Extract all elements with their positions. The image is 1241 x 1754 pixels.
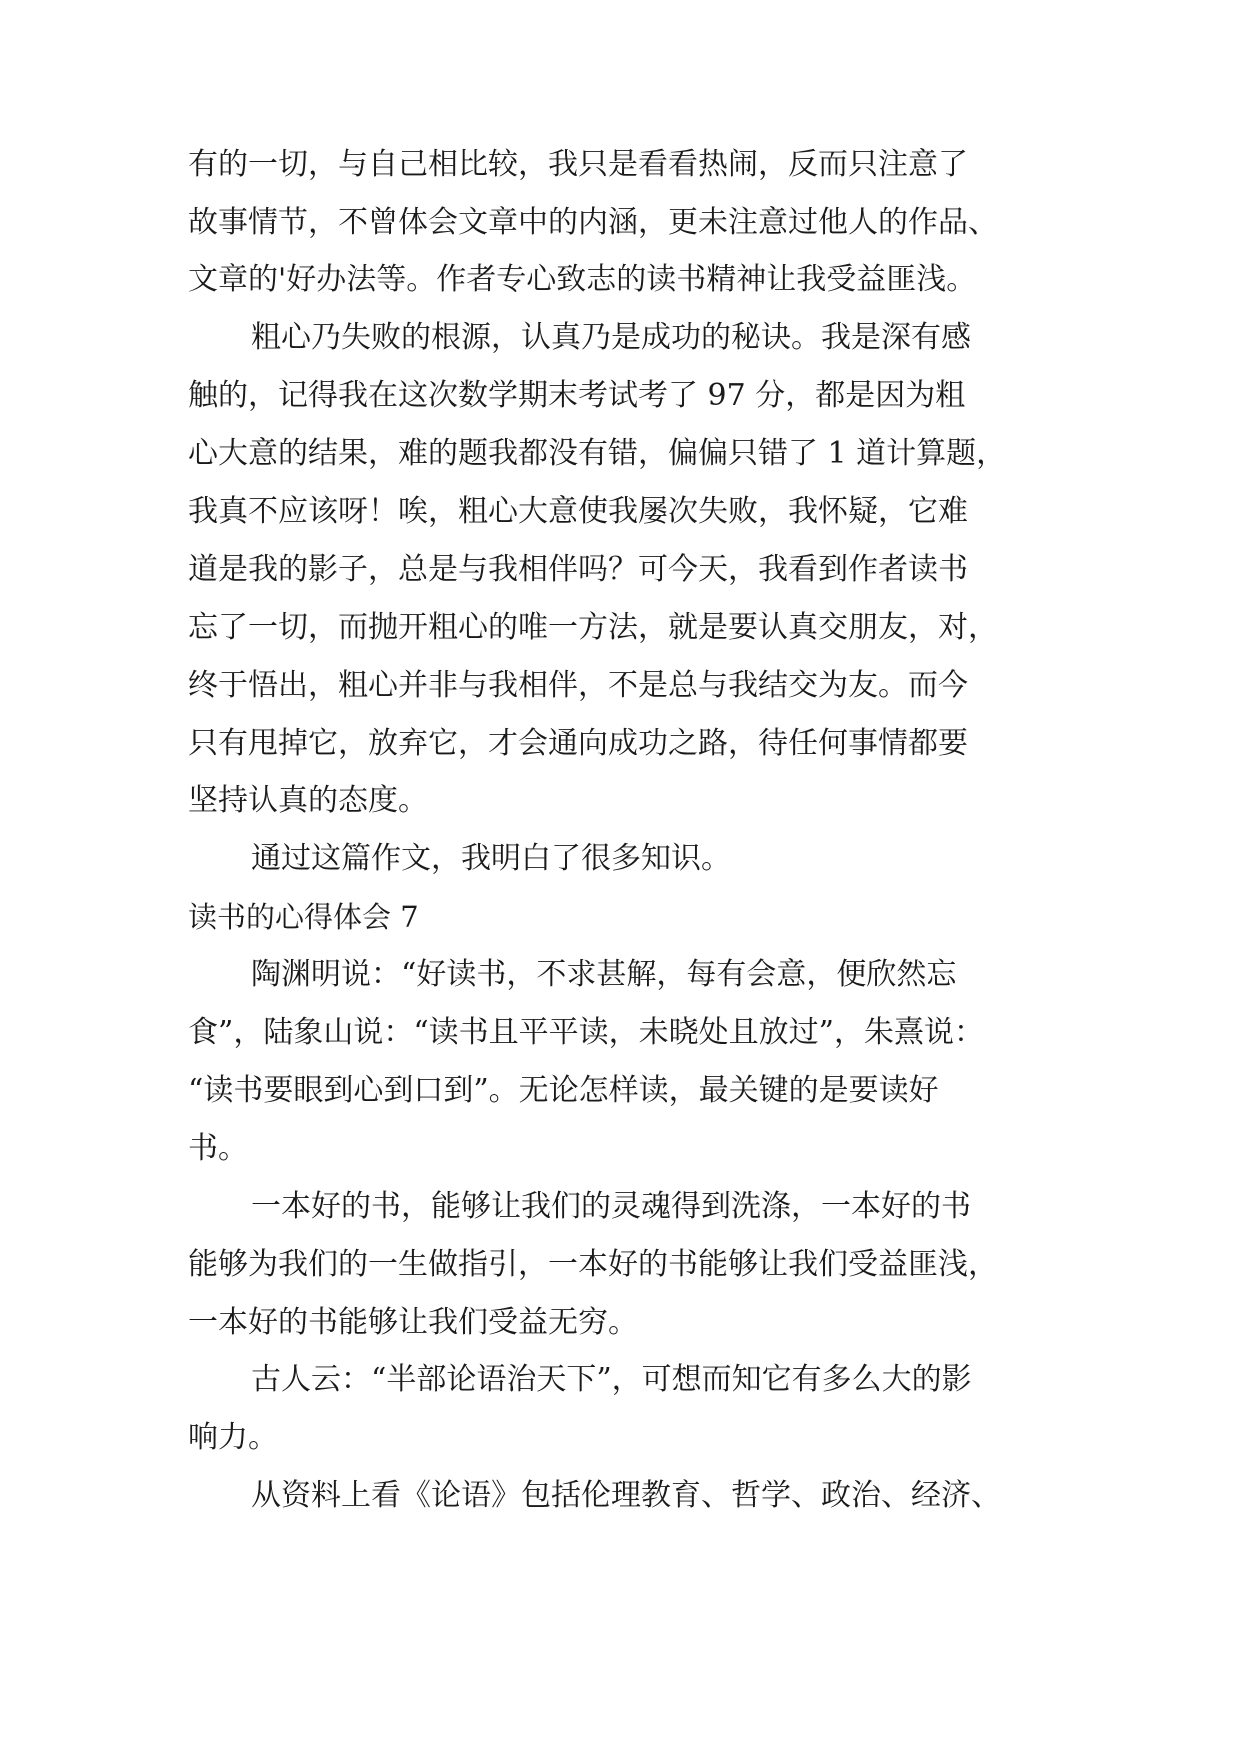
text-line: 终于悟出，粗心并非与我相伴，不是总与我结交为友。而今 [188,668,968,703]
text-line: 文章的'好办法等。作者专心致志的读书精神让我受益匪浅。 [188,262,977,297]
text-line: 触的，记得我在这次数学期末考试考了 97 分，都是因为粗 [188,378,966,413]
paragraph-first-line: 通过这篇作文，我明白了很多知识。 [251,841,731,876]
text-line: 心大意的结果，难的题我都没有错，偏偏只错了 1 道计算题， [188,436,1007,471]
text-line: 食”，陆象山说：“读书且平平读，未晓处且放过”，朱熹说： [188,1015,985,1050]
text-line: 坚持认真的态度。 [188,783,428,818]
text-line: 响力。 [188,1420,278,1455]
text-line: “读书要眼到心到口到”。无论怎样读，最关键的是要读好 [188,1073,939,1108]
text-line: 我真不应该呀！唉，粗心大意使我屡次失败，我怀疑，它难 [188,494,968,529]
paragraph-first-line: 陶渊明说：“好读书，不求甚解，每有会意，便欣然忘 [251,957,957,992]
text-line: 有的一切，与自己相比较，我只是看看热闹，反而只注意了 [188,147,968,182]
paragraph-first-line: 从资料上看《论语》包括伦理教育、哲学、政治、经济、 [251,1478,1001,1513]
text-line: 能够为我们的一生做指引，一本好的书能够让我们受益匪浅， [188,1247,998,1282]
paragraph-first-line: 古人云：“半部论语治天下”，可想而知它有多么大的影 [251,1362,972,1397]
section-heading: 读书的心得体会 7 [188,900,419,934]
text-line: 道是我的影子，总是与我相伴吗？可今天，我看到作者读书 [188,552,968,587]
text-line: 忘了一切，而抛开粗心的唯一方法，就是要认真交朋友，对， [188,610,998,645]
paragraph-first-line: 一本好的书，能够让我们的灵魂得到洗涤，一本好的书 [251,1189,971,1224]
paragraph-first-line: 粗心乃失败的根源，认真乃是成功的秘诀。我是深有感 [251,320,971,355]
text-line: 故事情节，不曾体会文章中的内涵，更未注意过他人的作品、 [188,205,998,240]
text-line: 一本好的书能够让我们受益无穷。 [188,1305,638,1340]
text-line: 书。 [188,1131,248,1166]
text-line: 只有甩掉它，放弃它，才会通向成功之路，待任何事情都要 [188,726,968,761]
